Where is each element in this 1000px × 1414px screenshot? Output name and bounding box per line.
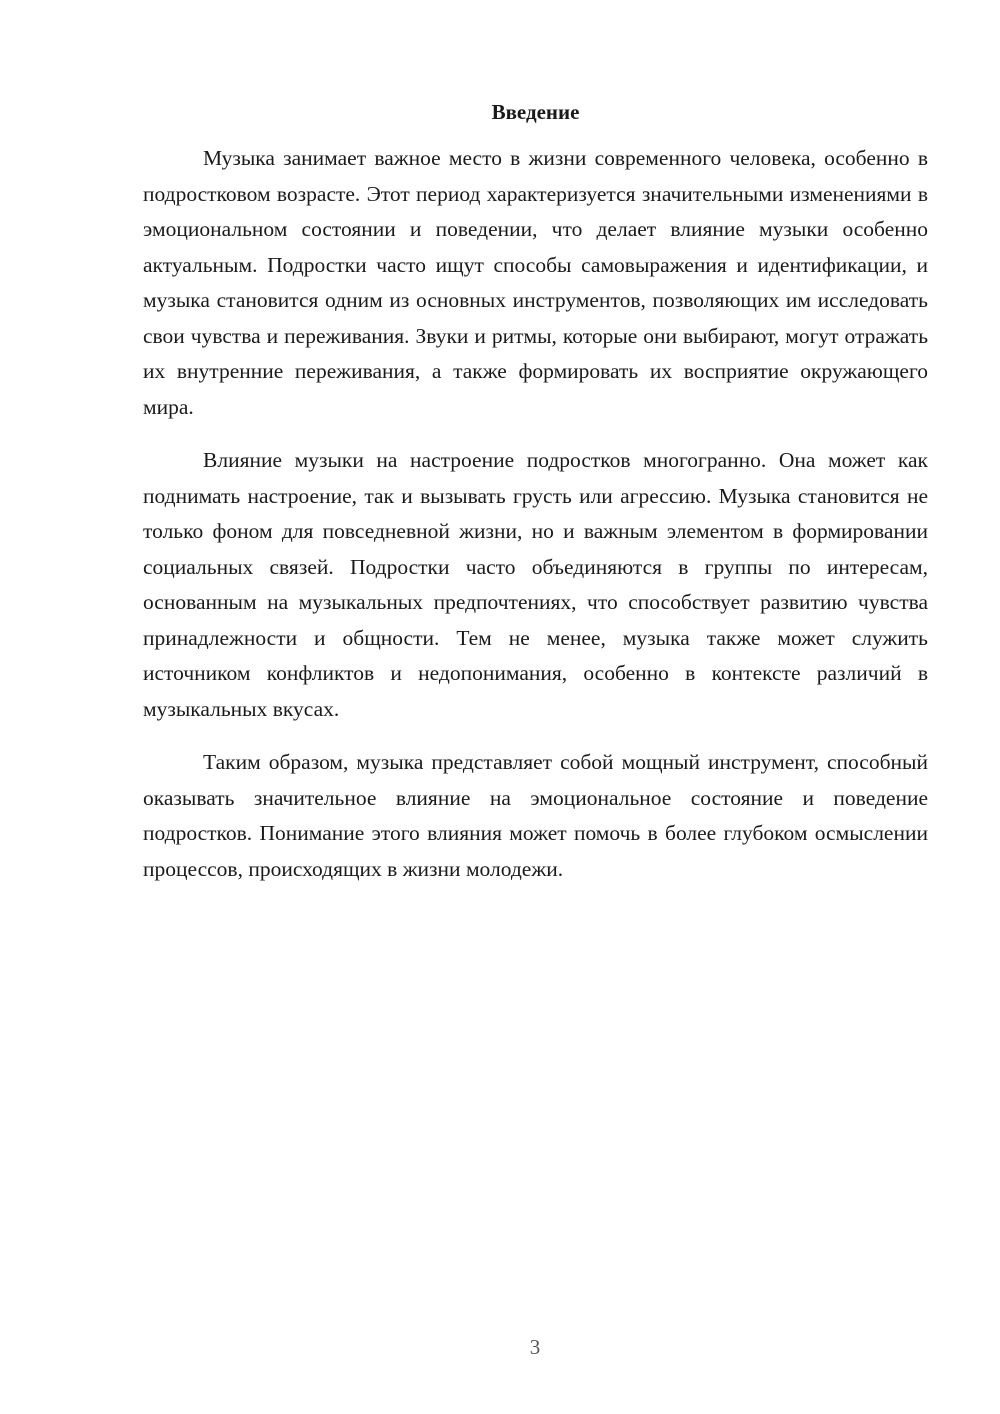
page-number: 3 <box>529 1335 541 1359</box>
document-body <box>143 141 928 905</box>
paragraph-1: Музыка занимает важное место в жизни современного человека, особенно в подростковом возрасте. Этот период характеризуется значительными изменениями в эмоциональном состоянии и поведении, что делает влияние музыки особенно актуальным. Подростки часто ищут способы самовыражения и идентификации, и музыка становится одним из основных инструментов, позволяющих им исследовать свои чувства и переживания. Звуки и ритмы, которые они выбирают, могут отражать их внутренние переживания, а также формировать их восприятие окружающего мира. <box>143 146 928 419</box>
paragraph-2: Влияние музыки на настроение подростков многогранно. Она может как поднимать настроение, так и вызывать грусть или агрессию. Музыка становится не только фоном для повседневной жизни, но и важным элементом в формировании социальных связей. Подростки часто объединяются в группы по интересам, основанным на музыкальных предпочтениях, что способствует развитию чувства принадлежности и общности. Тем не менее, музыка также может служить источником конфликтов и недопонимания, особенно в контексте различий в музыкальных вкусах. <box>143 448 928 721</box>
paragraph-3: Таким образом, музыка представляет собой мощный инструмент, способный оказывать значительное влияние на эмоциональное состояние и поведение подростков. Понимание этого влияния может помочь в более глубоком осмыслении процессов, происходящих в жизни молодежи. <box>143 750 928 881</box>
section-title: Введение <box>491 100 580 124</box>
